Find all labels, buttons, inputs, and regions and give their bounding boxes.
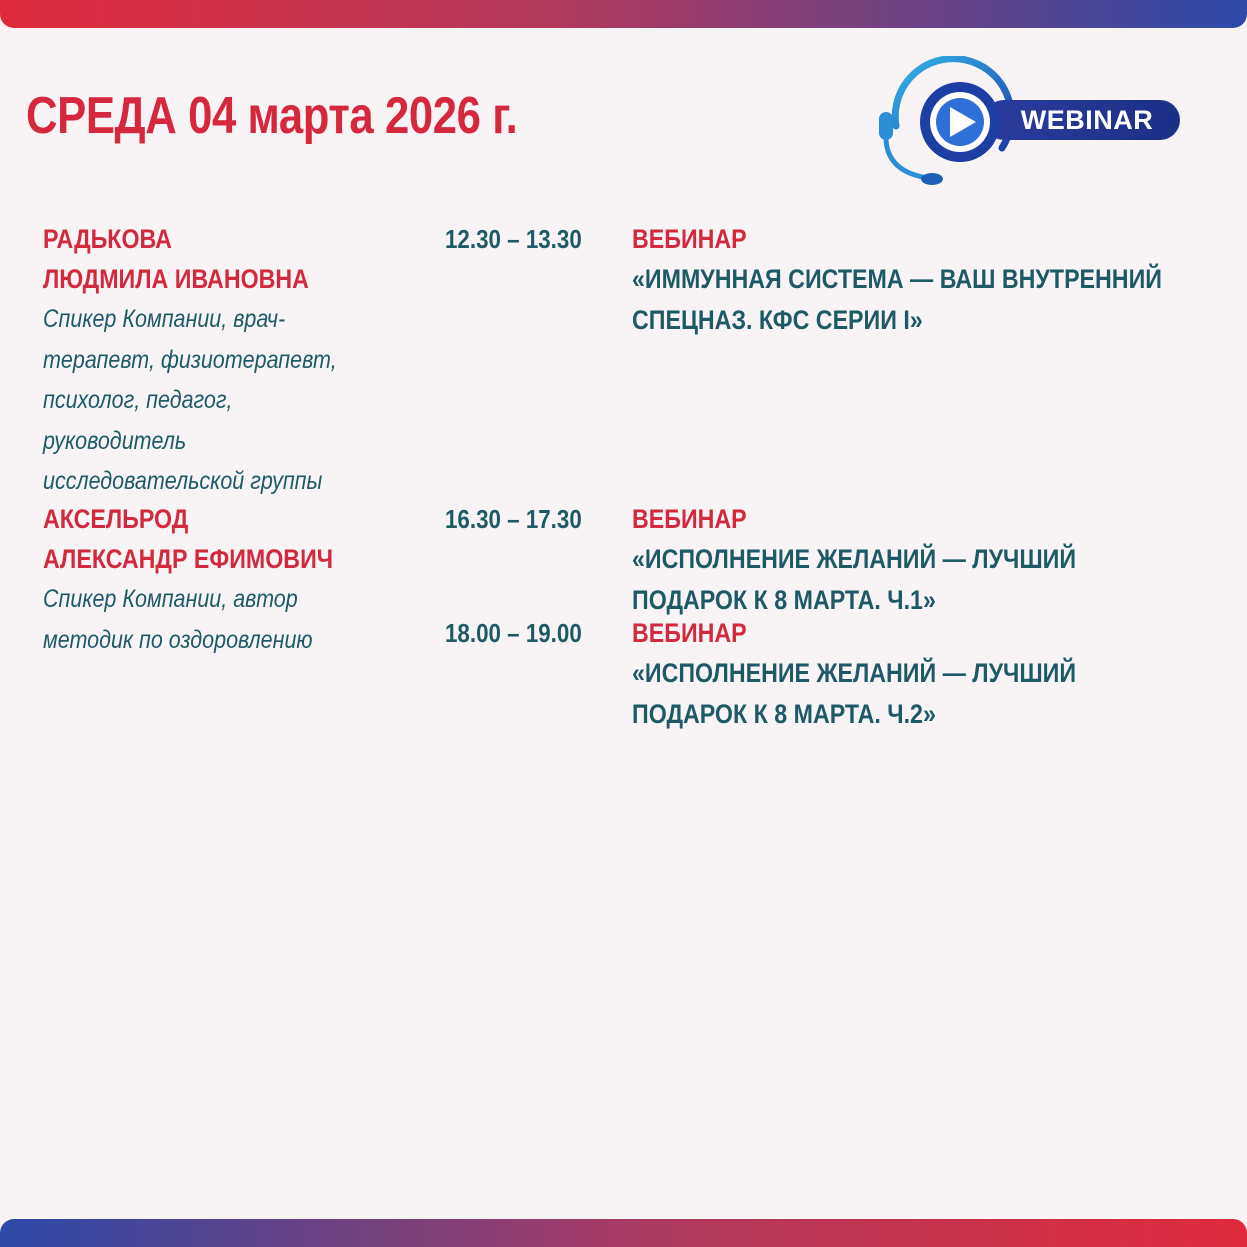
event-block-3 [632,613,1148,735]
speaker-desc-text: психолог, педагог, [43,386,233,414]
event-title-text: «ИММУННАЯ СИСТЕМА — ВАШ ВНУТРЕННИЙ [632,264,1162,294]
event-title-line [632,259,1247,300]
speaker-desc-line [43,461,385,502]
event-type-line [632,499,1148,539]
event-type-line [632,219,1247,259]
event-title-line [632,539,1148,580]
event-title-line [632,694,1148,735]
event-type-line [632,613,1148,653]
speaker-desc-line [43,421,385,462]
speaker-name-line [43,219,385,259]
speaker-desc-text: Спикер Компании, автор [43,585,298,613]
speaker-name-text: РАДЬКОВА [43,224,172,254]
speaker-desc-line [43,380,385,421]
speaker-block-1 [43,219,385,502]
webinar-logo [872,56,1182,190]
event-block-2 [632,499,1148,621]
speaker-desc-line [43,620,380,661]
speaker-desc-text: терапевт, физиотерапевт, [43,345,337,374]
speaker-desc-text: Спикер Компании, врач- [43,305,286,333]
event-time-text: 18.00 – 19.00 [445,618,582,648]
event-title-text: «ИСПОЛНЕНИЕ ЖЕЛАНИЙ — ЛУЧШИЙ [632,544,1077,574]
event-type-text: ВЕБИНАР [632,618,747,648]
event-title-text: ПОДАРОК К 8 МАРТА. Ч.1» [632,585,936,615]
event-title-line [632,300,1247,341]
speaker-desc-text: исследовательской группы [43,467,323,495]
page-title: СРЕДА 04 марта 2026 г. [26,87,518,145]
event-time-2 [445,499,604,539]
speaker-desc-line [43,579,380,620]
speaker-block-2 [43,499,380,660]
event-time-text: 12.30 – 13.30 [445,224,582,254]
webinar-logo-text: WEBINAR [1020,105,1154,135]
speaker-name-text: ЛЮДМИЛА ИВАНОВНА [43,264,309,294]
speaker-desc-text: методик по оздоровлению [43,625,313,654]
speaker-desc-line [43,299,385,340]
top-gradient-bar [0,0,1247,28]
event-title-text: ПОДАРОК К 8 МАРТА. Ч.2» [632,699,936,729]
event-time-3 [445,613,604,653]
event-title-text: СПЕЦНАЗ. КФС СЕРИИ I» [632,305,923,335]
play-icon [920,82,1000,162]
speaker-name-line [43,259,385,299]
bottom-gradient-bar [0,1219,1247,1247]
event-block-1 [632,219,1247,341]
event-title-text: «ИСПОЛНЕНИЕ ЖЕЛАНИЙ — ЛУЧШИЙ [632,658,1077,688]
speaker-name-text: АЛЕКСАНДР ЕФИМОВИЧ [43,544,334,574]
event-time-text: 16.30 – 17.30 [445,504,582,534]
speaker-desc-line [43,340,385,381]
speaker-name-line [43,499,380,539]
event-type-text: ВЕБИНАР [632,504,747,534]
event-time-1 [445,219,604,259]
event-title-line [632,653,1148,694]
event-type-text: ВЕБИНАР [632,224,747,254]
speaker-name-text: АКСЕЛЬРОД [43,504,189,534]
speaker-desc-text: руководитель [43,426,187,455]
speaker-name-line [43,539,380,579]
